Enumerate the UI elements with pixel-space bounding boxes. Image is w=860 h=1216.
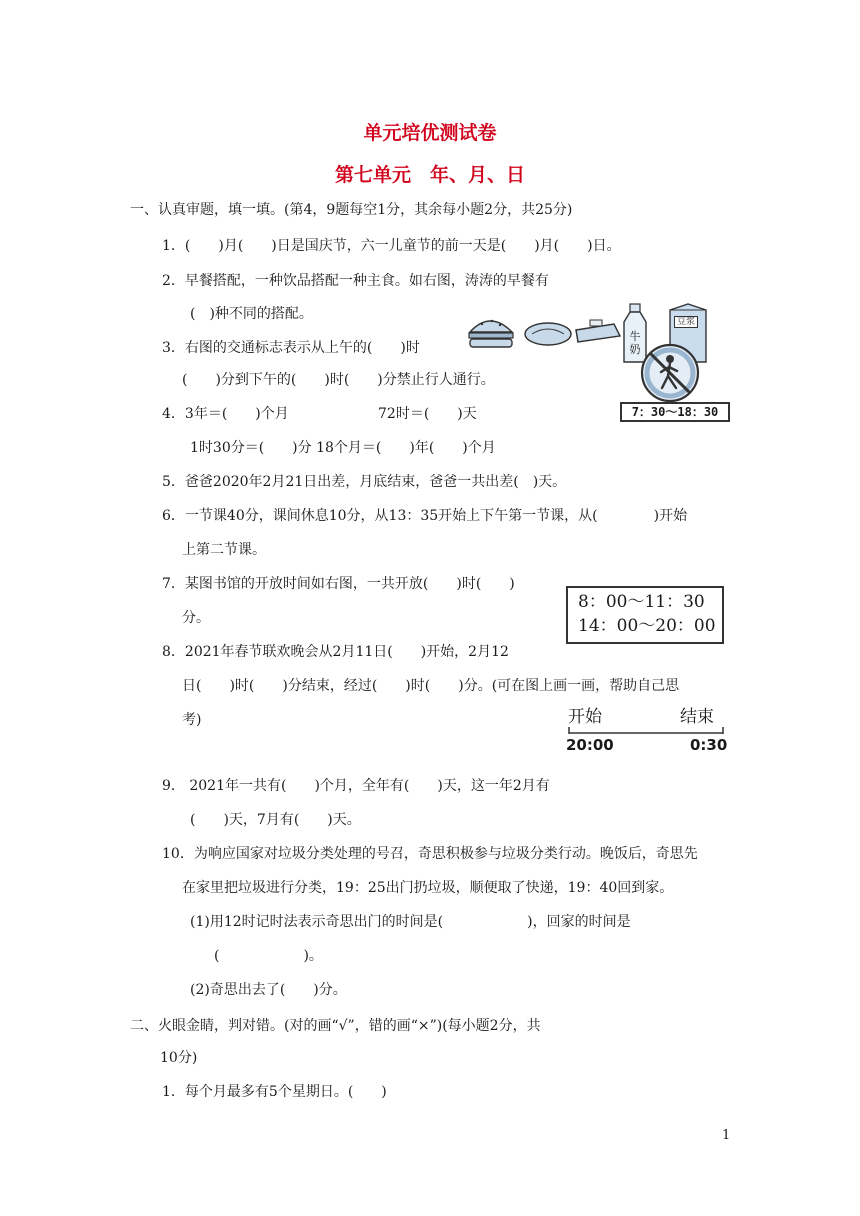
question-3-line1: 3．右图的交通标志表示从上午的( )时 <box>162 340 420 356</box>
question-2-line2: ( )种不同的搭配。 <box>190 306 313 322</box>
question-3-line2: ( )分到下午的( )时( )分禁止行人通行。 <box>182 372 495 388</box>
section2-heading-line2: 10分) <box>160 1050 198 1066</box>
traffic-time-text: 7：30～18：30 <box>631 405 719 419</box>
no-pedestrian-sign-icon <box>630 340 710 404</box>
question-4-part1: 4．3年＝( )个月 <box>162 406 289 422</box>
question-7-line1: 7．某图书馆的开放时间如右图，一共开放( )时( ) <box>162 576 515 592</box>
bread-icon <box>525 323 571 345</box>
question-4-part2: 72时＝( )天 <box>378 406 477 422</box>
section2-question-1: 1．每个月最多有5个星期日。( ) <box>162 1084 387 1100</box>
question-7-line2: 分。 <box>182 610 210 626</box>
question-5: 5．爸爸2020年2月21日出差，月底结束，爸爸一共出差( )天。 <box>162 474 567 490</box>
unit-subtitle: 第七单元 年、月、日 <box>334 164 525 186</box>
milk-label: 牛奶 <box>629 330 641 356</box>
question-9-line1: 9． 2021年一共有( )个月，全年有( )天，这一年2月有 <box>162 778 550 794</box>
cake-icon <box>576 320 620 342</box>
question-10-part1: (1)用12时记时法表示奇思出门的时间是( )，回家的时间是 <box>190 914 631 930</box>
question-10-line1: 10．为响应国家对垃圾分类处理的号召，奇思积极参与垃圾分类行动。晚饭后，奇思先 <box>162 846 698 862</box>
question-10-part2: (2)奇思出去了( )分。 <box>190 982 347 998</box>
library-hours-box <box>566 586 724 644</box>
question-1: 1．( )月( )日是国庆节，六一儿童节的前一天是( )月( )日。 <box>162 238 621 254</box>
question-8-line1: 8．2021年春节联欢晚会从2月11日( )开始，2月12 <box>162 644 509 660</box>
timeline-end-time: 0:30 <box>690 736 728 754</box>
library-hours-afternoon: 14：00～20：00 <box>578 616 716 636</box>
burger-icon <box>469 320 513 347</box>
question-9-line2: ( )天，7月有( )天。 <box>190 812 361 828</box>
page-number: 1 <box>722 1128 731 1143</box>
question-8-line2: 日( )时( )分结束，经过( )时( )分。(可在图上画一画，帮助自己思 <box>182 678 680 694</box>
soymilk-label: 豆浆 <box>674 316 698 328</box>
question-2-line1: 2．早餐搭配，一种饮品搭配一种主食。如右图，涛涛的早餐有 <box>162 273 549 289</box>
library-hours-morning: 8：00～11：30 <box>578 592 705 612</box>
section2-heading-line1: 二、火眼金睛，判对错。(对的画“√”，错的画“×”)(每小题2分，共 <box>130 1018 541 1034</box>
timeline-end-label: 结束 <box>680 707 714 727</box>
page-title: 单元培优测试卷 <box>363 122 497 144</box>
timeline-start-time: 20:00 <box>566 736 614 754</box>
question-4-line2: 1时30分＝( )分 18个月＝( )年( )个月 <box>190 440 496 456</box>
section1-heading: 一、认真审题，填一填。(第4，9题每空1分，其余每小题2分，共25分) <box>130 202 573 218</box>
breakfast-food-illustration <box>466 312 624 352</box>
question-8-line3: 考) <box>182 712 202 728</box>
question-6-line2: 上第二节课。 <box>182 542 266 558</box>
timeline-start-label: 开始 <box>568 707 602 727</box>
question-10-part1-line2: ( )。 <box>214 948 323 964</box>
question-10-line2: 在家里把垃圾进行分类，19：25出门扔垃圾，顺便取了快递，19：40回到家。 <box>182 880 674 896</box>
traffic-time-box <box>620 402 730 422</box>
question-6-line1: 6．一节课40分，课间休息10分，从13：35开始上下午第一节课，从( )开始 <box>162 508 688 524</box>
